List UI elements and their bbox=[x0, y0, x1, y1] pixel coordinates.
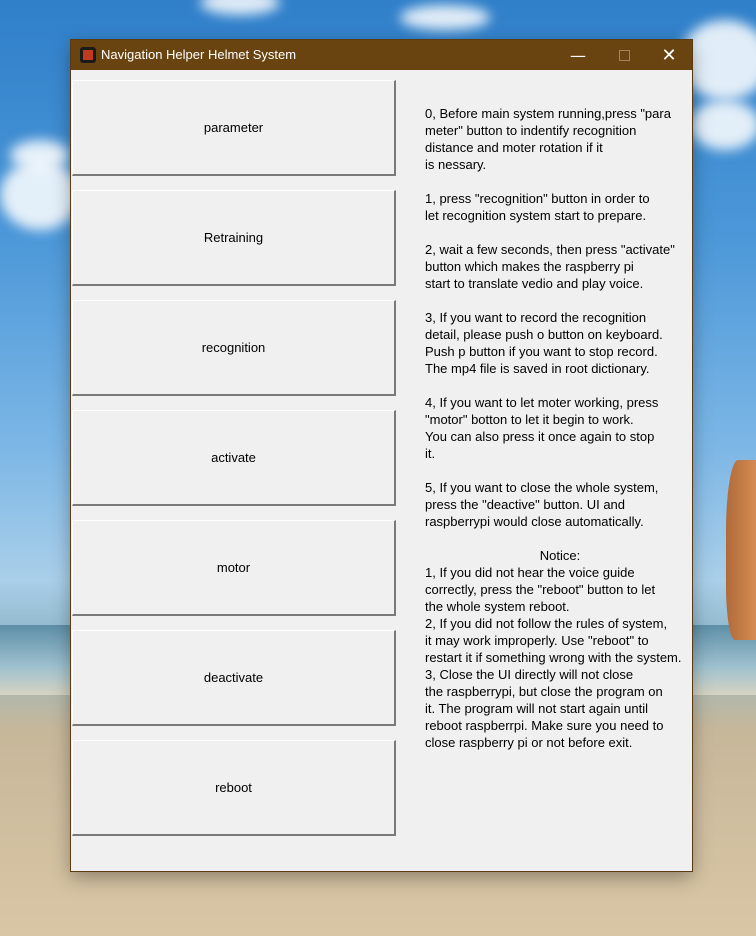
background-cloud bbox=[0, 160, 80, 230]
reboot-button[interactable]: reboot bbox=[72, 740, 396, 836]
instruction-step-2: 2, wait a few seconds, then press "activate" button which makes the raspberry pi start to translate vedio and play voice. bbox=[425, 242, 675, 291]
app-icon bbox=[80, 47, 96, 63]
background-cloud bbox=[400, 5, 490, 30]
close-icon: ✕ bbox=[661, 44, 677, 66]
notice-body: 1, If you did not hear the voice guide correctly, press the "reboot" button to let the whole system reboot. 2, If you did not follow the rules of system, it may work improperly. Use "reboot" to restart it if something wrong with the system. 3, Close the UI directly will not close the raspberrypi, but close the program on it. The program will not start again until reboot raspberrpi. Make sure you need to close raspberry pi or not before exit. bbox=[425, 565, 682, 750]
motor-button[interactable]: motor bbox=[72, 520, 396, 616]
background-rock bbox=[726, 460, 756, 640]
title-bar[interactable] bbox=[71, 40, 692, 70]
retraining-button[interactable]: Retraining bbox=[72, 190, 396, 286]
instruction-step-0: 0, Before main system running,press "para meter" button to indentify recognition distance and moter rotation if it is nessary. bbox=[425, 106, 671, 172]
recognition-button[interactable]: recognition bbox=[72, 300, 396, 396]
maximize-icon bbox=[619, 50, 630, 61]
minimize-button[interactable] bbox=[555, 40, 601, 70]
instruction-step-5: 5, If you want to close the whole system, press the "deactive" button. UI and raspberrypi would close automatically. bbox=[425, 480, 659, 529]
instruction-step-4: 4, If you want to let moter working, press "motor" botton to let it begin to work. You can also press it once again to stop it. bbox=[425, 395, 659, 461]
maximize-button[interactable] bbox=[601, 40, 647, 70]
activate-button[interactable]: activate bbox=[72, 410, 396, 506]
window-title: Navigation Helper Helmet System bbox=[101, 47, 297, 62]
deactivate-button[interactable]: deactivate bbox=[72, 630, 396, 726]
background-cloud bbox=[10, 140, 70, 170]
instruction-step-1: 1, press "recognition" button in order to let recognition system start to prepare. bbox=[425, 191, 650, 223]
background-cloud bbox=[200, 0, 280, 15]
notice-heading: Notice: bbox=[539, 548, 581, 563]
minimize-icon: — bbox=[570, 45, 586, 65]
background-cloud bbox=[690, 100, 756, 150]
app-window bbox=[71, 40, 692, 871]
instructions-panel bbox=[425, 105, 695, 768]
parameter-button[interactable]: parameter bbox=[72, 80, 396, 176]
close-button[interactable] bbox=[646, 40, 692, 70]
instruction-step-3: 3, If you want to record the recognition detail, please push o button on keyboard. Push p button if you want to stop record. The mp4 file is saved in root dictionary. bbox=[425, 310, 663, 376]
